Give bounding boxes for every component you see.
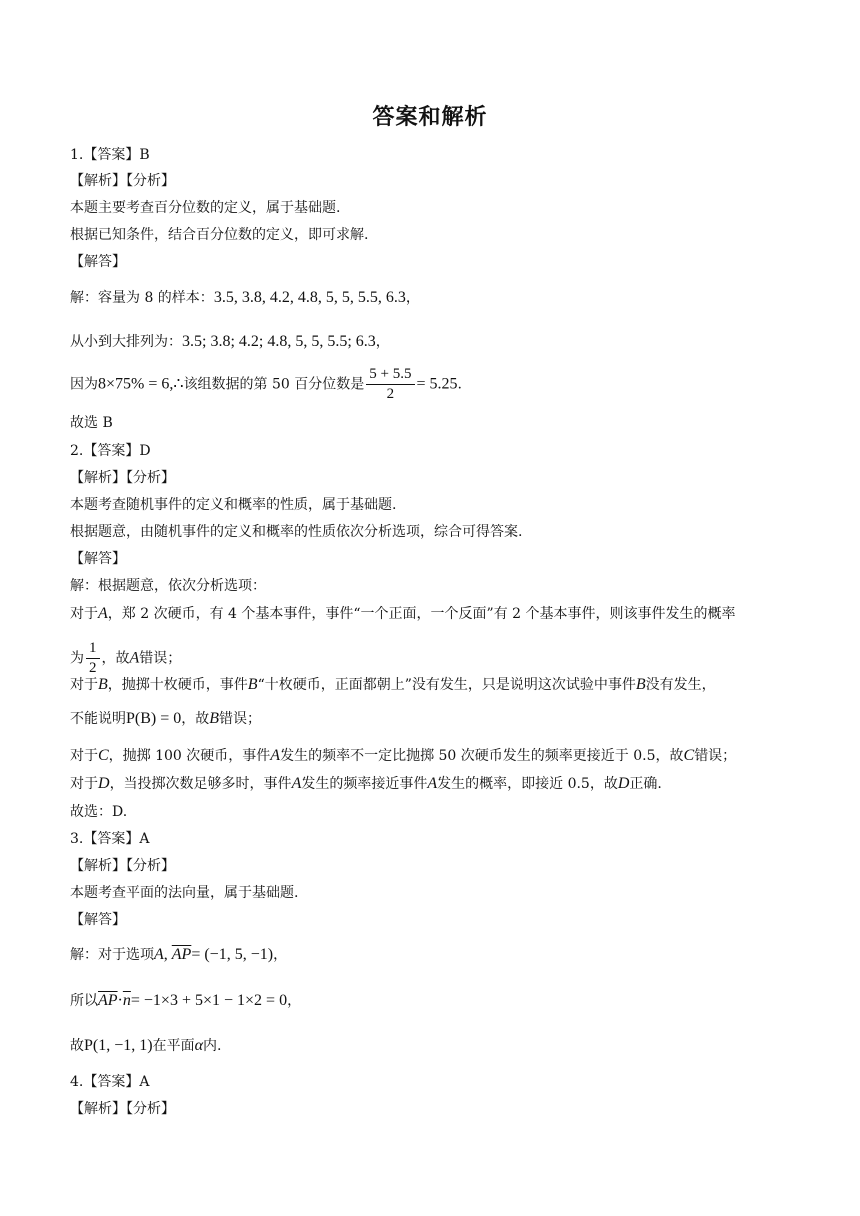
q2-d-text-5: 正确.: [629, 776, 662, 792]
q3-s1-var: A: [154, 946, 164, 963]
q3-s2-vector: $\overline{AP}$: [98, 992, 118, 1009]
q2-option-b-line-1: [70, 676, 716, 694]
q1-s1-text: 解：容量为 8 的样本：: [70, 290, 214, 306]
q2-a-text-4: ，故: [101, 650, 130, 667]
q2-d-text-4: 发生的概率，即接近 0.5，故: [437, 776, 618, 792]
q1-fraction: [366, 366, 414, 403]
q2-solve-heading: 【解答】: [70, 551, 126, 567]
q2-answer: 2.【答案】D: [70, 443, 151, 459]
q1-s1-end: ，: [405, 290, 420, 306]
q3-s3-mid: 在平面: [152, 1038, 195, 1054]
q2-b-var-2: B: [247, 676, 258, 693]
q2-a-text-1: 对于: [70, 606, 98, 622]
q2-paragraph-1: 本题考查随机事件的定义和概率的性质，属于基础题.: [70, 497, 397, 513]
q2-b-text-7: 错误；: [219, 711, 262, 727]
q1-s2-text: 从小到大排列为：: [70, 334, 182, 350]
q3-s3-text: 故: [70, 1038, 84, 1054]
q2-c-text-2: ，抛掷 100 次硬币，事件: [108, 748, 271, 764]
q2-d-text-3: 发生的频率接近事件: [301, 776, 428, 792]
q2-d-var-a2: A: [427, 775, 438, 792]
q4-answer: 4.【答案】A: [70, 1074, 150, 1090]
q1-answer: 1.【答案】B: [70, 147, 150, 163]
q1-paragraph-1: 本题主要考查百分位数的定义，属于基础题.: [70, 200, 341, 216]
q3-s3-alpha: α: [194, 1037, 203, 1054]
q2-a-fraction-num: 1: [86, 640, 100, 659]
q2-b-var: B: [98, 676, 108, 693]
q3-s1-vector: $\overline{AP}$: [171, 946, 192, 963]
q2-option-d: [70, 775, 662, 793]
q1-analysis-heading: 【解析】【分析】: [70, 173, 175, 189]
q2-b-math: P(B) = 0: [126, 710, 182, 727]
q1-fraction-num: 5 + 5.5: [366, 366, 414, 385]
q2-b-text-1: 对于: [70, 677, 98, 693]
q2-c-text-3: 发生的频率不一定比抛掷 50 次硬币发生的频率更接近于 0.5，故: [280, 748, 684, 764]
q2-option-b-line-2: [70, 710, 261, 728]
q2-b-text-2: ，抛掷十枚硬币，事件: [107, 677, 248, 693]
q2-d-text-2: ，当投掷次数足够多时，事件: [109, 776, 292, 792]
q1-fraction-den: 2: [386, 386, 395, 402]
q2-c-var-2: C: [683, 747, 695, 764]
q2-option-a-line-1: [70, 605, 736, 623]
q2-solve-intro: 解：根据题意，依次分析选项：: [70, 578, 266, 594]
q2-a-text-3: 为: [70, 650, 84, 667]
q2-a-var: A: [98, 605, 108, 622]
q2-d-var-2: D: [617, 775, 630, 792]
q1-solve-line-2: [70, 333, 390, 351]
q3-s2-normal: $\overline{n}$: [122, 992, 131, 1009]
q1-s3-math: 8×75% = 6,∴: [98, 375, 184, 393]
q2-b-var-3: B: [635, 676, 646, 693]
q3-s2-math: = −1×3 + 5×1 − 1×2 = 0: [130, 992, 288, 1009]
q2-a-fraction: [86, 640, 100, 677]
q1-s2-math: 3.5; 3.8; 4.2; 4.8, 5, 5, 5.5; 6.3: [182, 333, 376, 350]
q2-d-var-a: A: [291, 775, 302, 792]
q1-solve-line-3: [70, 366, 462, 403]
q2-b-text-4: 没有发生，: [645, 677, 716, 693]
q3-solve-line-2: 所以$\overline{AP}\cdot\overline{n}= -1\times 3 + 5\times 1 - 1\times 2 = 0$，: [70, 992, 302, 1009]
q3-s1-text: 解：对于选项: [70, 947, 154, 963]
q2-analysis-heading: 【解析】【分析】: [70, 470, 175, 486]
q3-s2-text: 所以: [70, 993, 98, 1009]
q2-option-a-line-2: [70, 640, 181, 677]
q1-paragraph-2: 根据已知条件，结合百分位数的定义，即可求解.: [70, 227, 369, 243]
q2-c-text-1: 对于: [70, 748, 98, 764]
q1-s3-a: 因为: [70, 376, 98, 393]
q2-paragraph-2: 根据题意，由随机事件的定义和概率的性质依次分析选项，综合可得答案.: [70, 524, 523, 540]
q1-s3-b: 该组数据的第 50 百分位数是: [183, 376, 365, 393]
q3-s1-end: ，: [273, 947, 288, 963]
q1-solve-heading: 【解答】: [70, 254, 126, 270]
q2-option-c: [70, 747, 736, 765]
q3-s1-math: = (−1, 5, −1): [191, 946, 274, 963]
q3-solve-line-1: 解：对于选项A, $\overline{AP}= (-1$, 5, −1)，: [70, 946, 288, 963]
q3-answer: 3.【答案】A: [70, 831, 150, 847]
q1-s2-end: ，: [375, 334, 390, 350]
q2-b-text-6: ，故: [181, 711, 210, 727]
q2-c-var-a: A: [270, 747, 281, 764]
q2-d-text-1: 对于: [70, 776, 98, 792]
q2-b-text-5: 不能说明: [70, 711, 126, 727]
q1-s1-math: 3.5, 3.8, 4.2, 4.8, 5, 5, 5.5, 6.3: [213, 289, 406, 306]
q2-a-var-2: A: [129, 649, 140, 667]
q3-solve-heading: 【解答】: [70, 912, 126, 928]
q4-analysis-heading: 【解析】【分析】: [70, 1101, 175, 1117]
q2-b-text-3: “十枚硬币，正面都朝上”没有发生，只是说明这次试验中事件: [257, 677, 636, 693]
q3-s3-math: P(1, −1, 1): [84, 1037, 153, 1054]
q2-a-text-2: ，郑 2 次硬币，有 4 个基本事件，事件“一个正面，一个反面”有 2 个基本事件，则该事件发生的概率: [107, 606, 736, 622]
q3-s2-end: ，: [287, 993, 302, 1009]
q2-a-fraction-den: 2: [89, 660, 97, 676]
q3-solve-line-3: [70, 1037, 221, 1055]
q1-conclusion: 故选 B: [70, 415, 113, 431]
q2-d-var: D: [98, 775, 110, 792]
q1-s3-result: = 5.25: [416, 375, 458, 393]
q2-conclusion: 故选：D.: [70, 804, 128, 820]
q1-solve-line-1: [70, 289, 420, 307]
page-title: 答案和解析: [372, 105, 488, 130]
q2-c-var: C: [98, 747, 109, 764]
q1-s3-end: .: [457, 376, 462, 393]
q3-analysis-heading: 【解析】【分析】: [70, 858, 175, 874]
q2-b-var-4: B: [209, 710, 220, 727]
q2-a-text-5: 错误；: [139, 650, 182, 667]
q3-paragraph-1: 本题考查平面的法向量，属于基础题.: [70, 885, 299, 901]
q3-s3-end: 内.: [202, 1038, 222, 1054]
q2-c-text-4: 错误；: [694, 748, 737, 764]
